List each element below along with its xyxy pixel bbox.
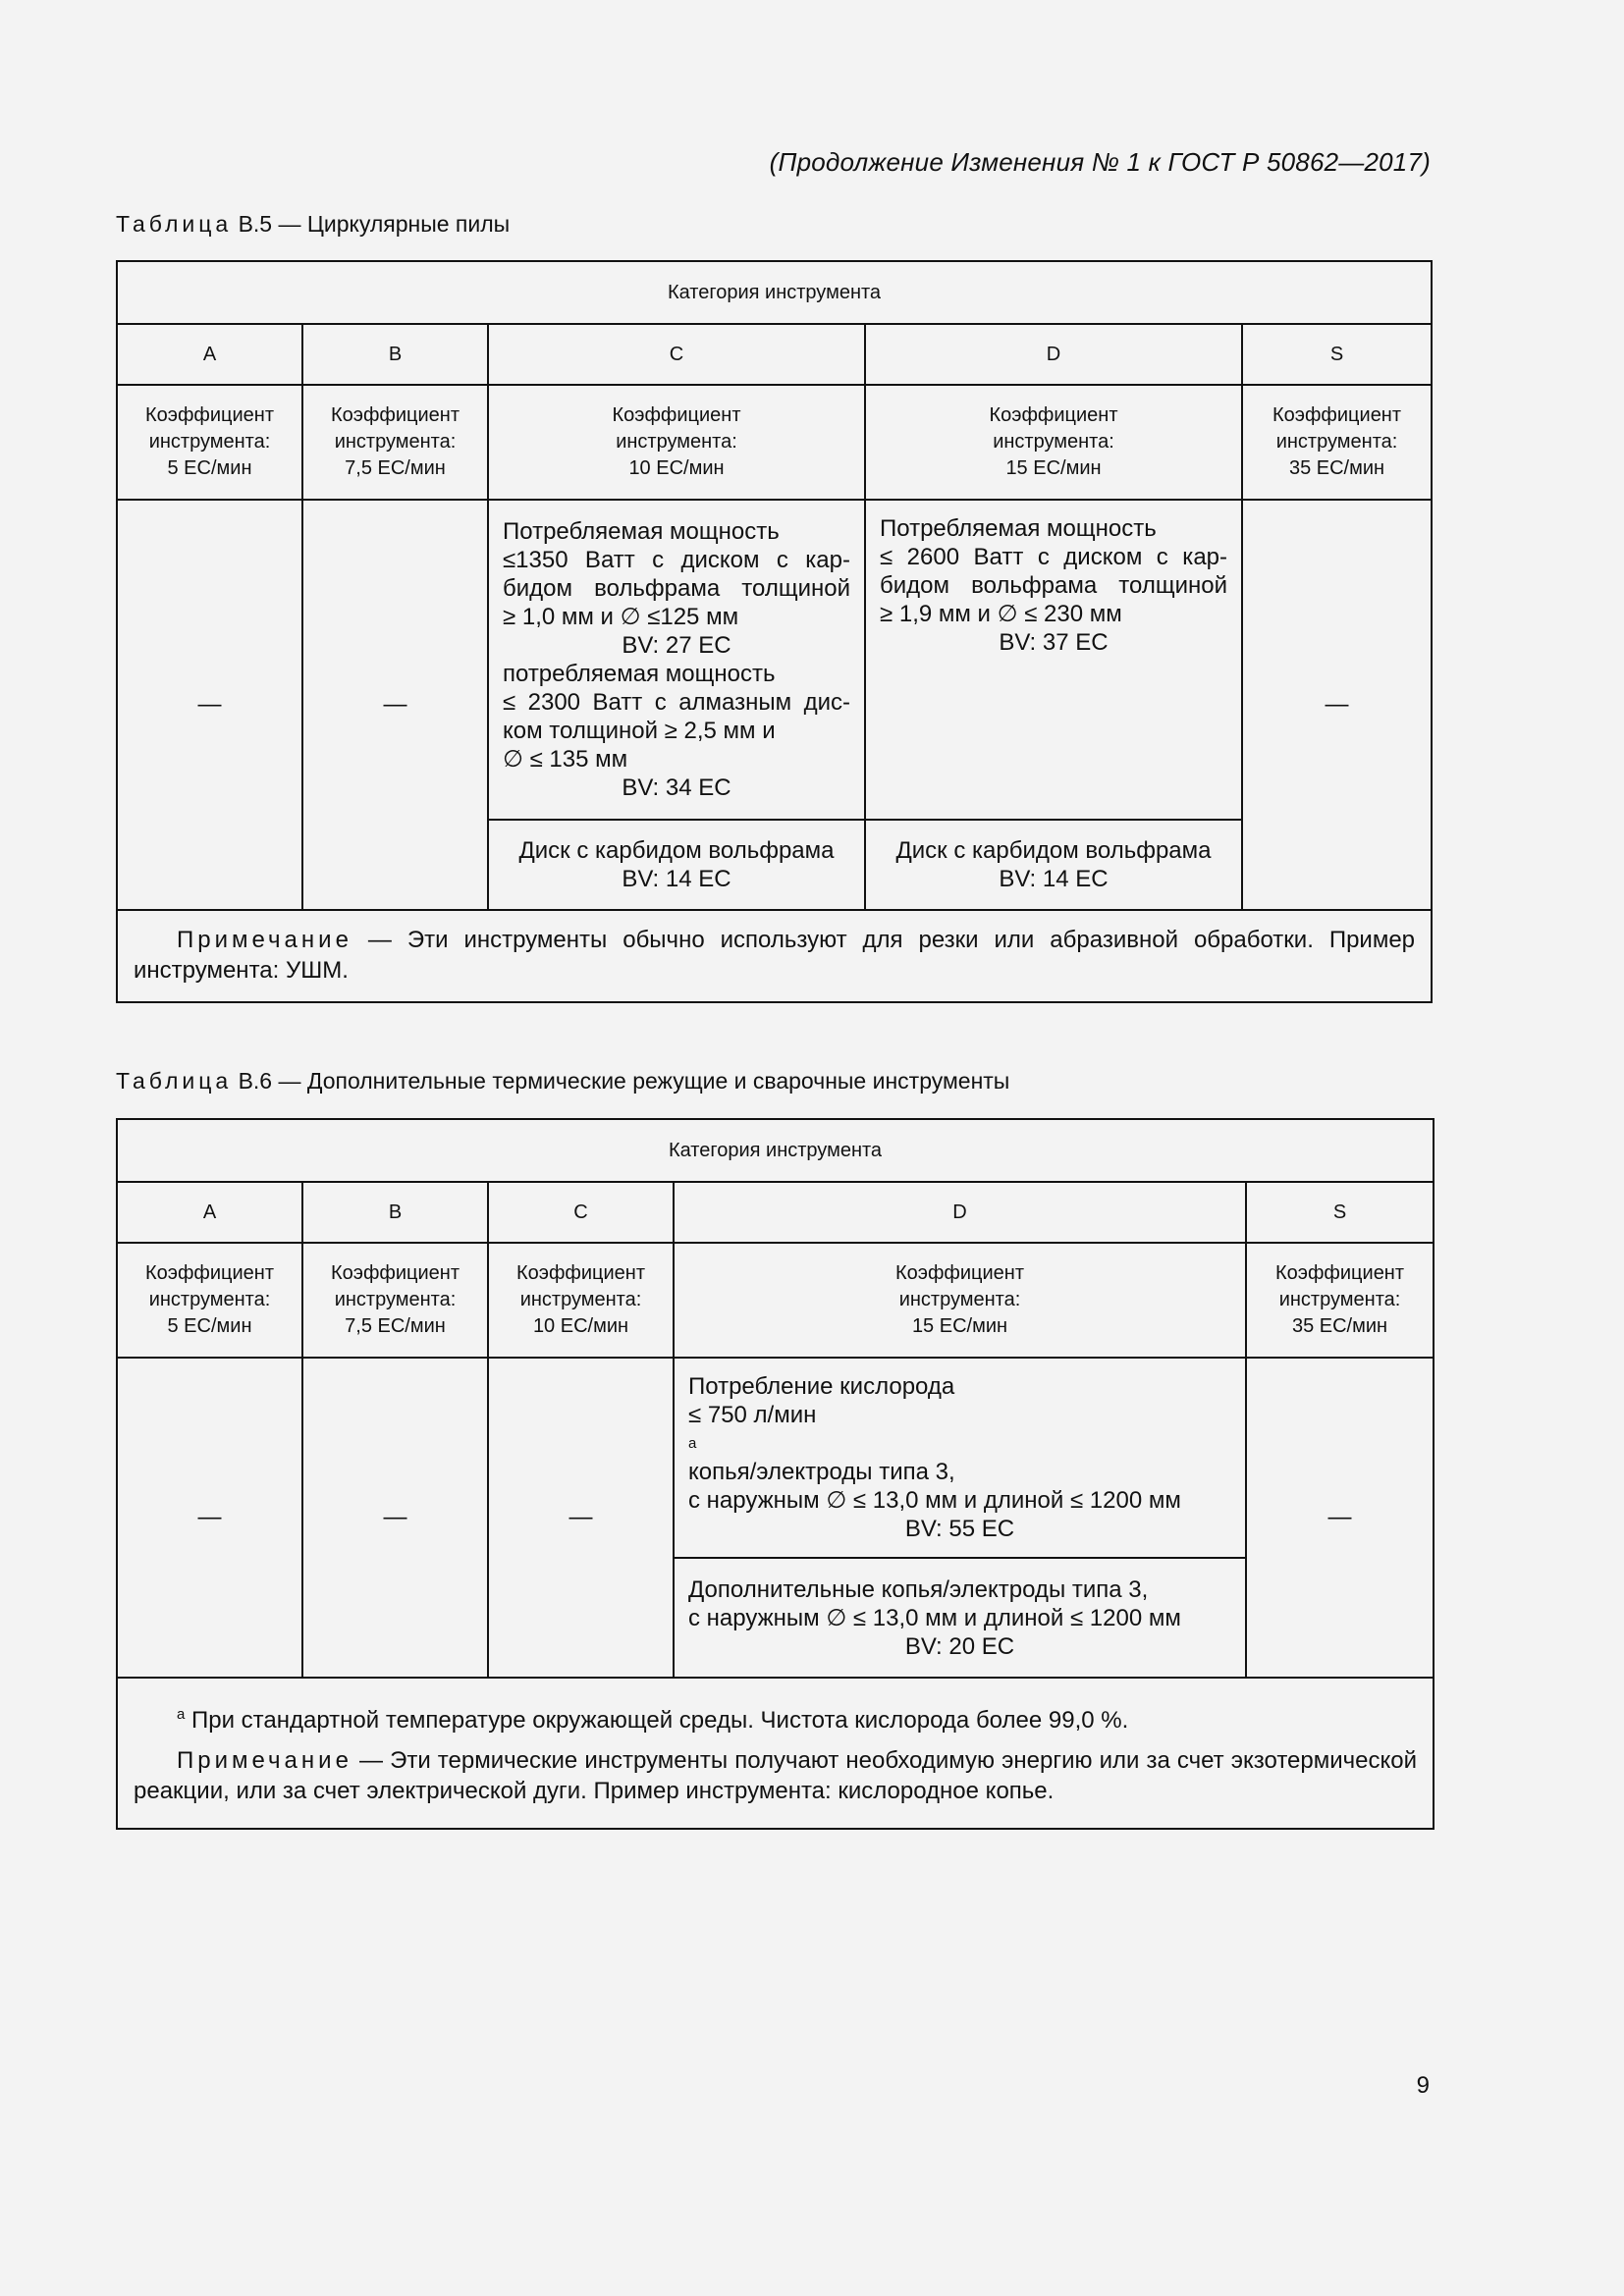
table5-col-d: D — [865, 324, 1242, 385]
table6-notes — [117, 1678, 1434, 1829]
table5-c-sub: Диск с карбидом вольфрама BV: 14 EC — [488, 820, 865, 910]
table5-d-sub: Диск с карбидом вольфрама BV: 14 EC — [865, 820, 1242, 910]
table5-col-s: S — [1242, 324, 1432, 385]
table5-coef-b: Коэффициент инструмента: 7,5 EC/мин — [302, 385, 488, 500]
table6-caption — [116, 1068, 1009, 1095]
table6-note-text: — Эти термические инструменты получают необходимую энергию или за счет экзотермической реакции, или за счет электрической дуги. Пример инструмента: кислородное копье. — [134, 1746, 1418, 1804]
table6 — [116, 1118, 1435, 1830]
table6-a-dash: — — [117, 1358, 302, 1678]
table5-c-main: Потребляемая мощность ≤1350 Ватт с диском с кар- бидом вольфрама толщиной ≥ 1,0 мм и ∅ ≤125 мм BV: 27 EC потребляемая мощность ≤ 2300 Ватт с алмазным дис- ком толщиной ≥ 2,5 мм и ∅ ≤ 135 мм BV: 34 EC — [488, 500, 865, 820]
table6-coef-a: Коэффициент инструмента: 5 EC/мин — [117, 1243, 302, 1358]
table5-b-dash: — — [302, 500, 488, 910]
table6-coef-c: Коэффициент инструмента: 10 EC/мин — [488, 1243, 674, 1358]
table6-caption-label: Таблица — [116, 1068, 233, 1094]
table5-col-b: B — [302, 324, 488, 385]
table6-col-b: B — [302, 1182, 488, 1243]
table5-note-text: — Эти инструменты обычно используют для резки или абразивной обработки. Пример инструмента: УШМ. — [134, 927, 1416, 984]
table5-a-dash: — — [117, 500, 302, 910]
footnote-mark-a: a — [177, 1705, 186, 1723]
table6-coef-d: Коэффициент инструмента: 15 EC/мин — [674, 1243, 1246, 1358]
table6-d-main-line2: ≤ 750 л/мин a — [688, 1401, 1231, 1458]
table6-note-label: Примечание — [177, 1746, 352, 1774]
table5-note-label: Примечание — [177, 927, 352, 953]
table5-category-header: Категория инструмента — [117, 261, 1432, 324]
table6-c-dash: — — [488, 1358, 674, 1678]
table5-coef-s: Коэффициент инструмента: 35 EC/мин — [1242, 385, 1432, 500]
table5-s-dash: — — [1242, 500, 1432, 910]
table6-caption-text: В.6 — Дополнительные термические режущие и сварочные инструменты — [238, 1068, 1010, 1094]
footnote-ref-a: a — [688, 1435, 697, 1452]
table6-col-c: C — [488, 1182, 674, 1243]
table6-col-d: D — [674, 1182, 1246, 1243]
table6-category-header: Категория инструмента — [117, 1119, 1434, 1182]
table6-d-main: Потребление кислорода ≤ 750 л/мин a копья/электроды типа 3, с наружным ∅ ≤ 13,0 мм и длиной ≤ 1200 мм BV: 55 EC — [674, 1358, 1246, 1558]
table5-coef-a: Коэффициент инструмента: 5 EC/мин — [117, 385, 302, 500]
table6-coef-b: Коэффициент инструмента: 7,5 EC/мин — [302, 1243, 488, 1358]
table6-col-a: A — [117, 1182, 302, 1243]
document-continuation-header: (Продолжение Изменения № 1 к ГОСТ Р 50862—2017) — [769, 147, 1431, 177]
table6-s-dash: — — [1246, 1358, 1434, 1678]
table5 — [116, 260, 1433, 1003]
table5-caption — [116, 211, 510, 238]
table5-coef-d: Коэффициент инструмента: 15 EC/мин — [865, 385, 1242, 500]
table6-col-s: S — [1246, 1182, 1434, 1243]
table5-coef-c: Коэффициент инструмента: 10 EC/мин — [488, 385, 865, 500]
table6-footnote: $^a$ При стандартной температуре окружающей среды. Чистота кислорода более 99,0 %. — [177, 1705, 1129, 1734]
table5-d-main: Потребляемая мощность ≤ 2600 Ватт с диском с кар- бидом вольфрама толщиной ≥ 1,9 мм и ∅ ≤ 230 мм BV: 37 EC — [865, 500, 1242, 820]
table6-coef-s: Коэффициент инструмента: 35 EC/мин — [1246, 1243, 1434, 1358]
table5-caption-label: Таблица — [116, 211, 233, 237]
page-number: 9 — [1416, 2072, 1430, 2099]
table6-b-dash: — — [302, 1358, 488, 1678]
table5-col-c: C — [488, 324, 865, 385]
table5-col-a: A — [117, 324, 302, 385]
table5-caption-text: В.5 — Циркулярные пилы — [238, 211, 511, 237]
table6-d-sub: Дополнительные копья/электроды типа 3, с наружным ∅ ≤ 13,0 мм и длиной ≤ 1200 мм BV: 20 EC — [674, 1558, 1246, 1678]
table5-note — [117, 910, 1432, 1002]
